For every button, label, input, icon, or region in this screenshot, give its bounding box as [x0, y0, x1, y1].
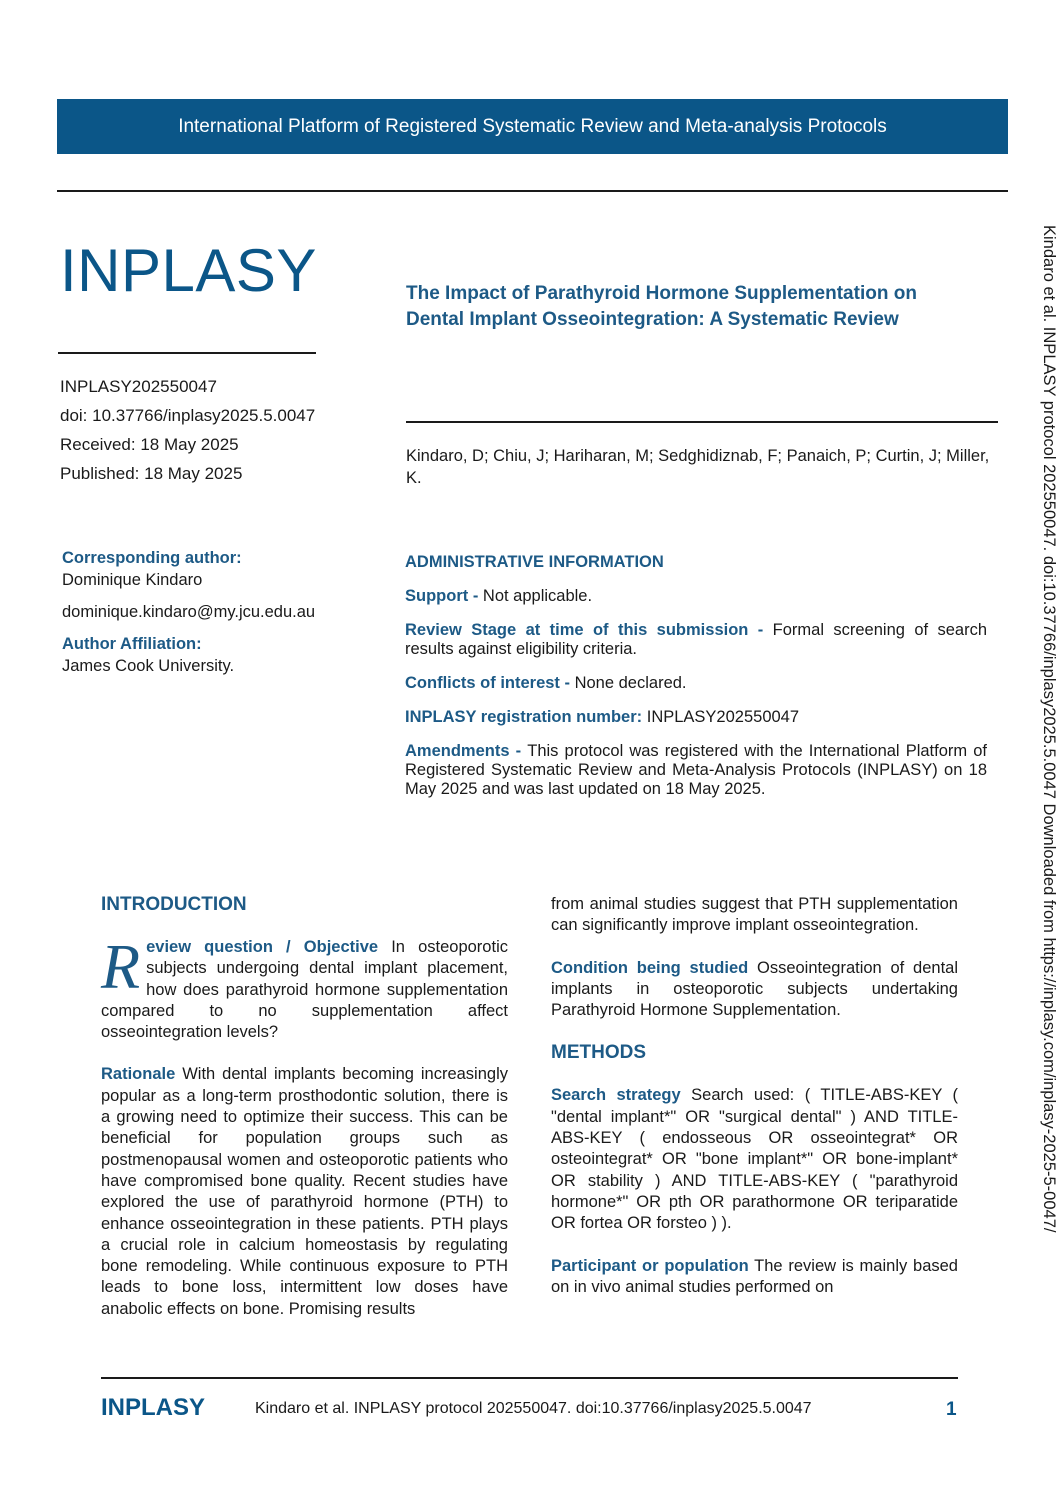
inplasy-logo: INPLASY	[60, 237, 317, 304]
stage-label: Review Stage at time of this submission -	[405, 621, 773, 639]
admin-heading: ADMINISTRATIVE INFORMATION	[405, 553, 664, 571]
logo-rule	[58, 352, 316, 354]
condition-studied	[551, 958, 958, 1022]
conflicts-item	[405, 674, 987, 693]
rationale-text: With dental implants becoming increasingly popular as a long-term prosthodontic solution, there is a growing need to optimize their success. This can be beneficial for population groups such as postmenopausal women and osteoporotic patients who have compromised bone quality. Recent studies have explored the use of parathyroid hormone (PTH) to enhance osseointegration in these patients. PTH plays a crucial role in calcium homeostasis by regulating bone remodeling. While continuous exposure to PTH leads to bone loss, intermittent low doses have anabolic effects on bone. Promising results	[101, 1065, 508, 1318]
stage-item	[405, 621, 987, 659]
right-column	[551, 894, 958, 1319]
left-column	[101, 894, 508, 1341]
support-value: Not applicable.	[482, 587, 593, 605]
corresponding-email[interactable]: dominique.kindaro@my.jcu.edu.au	[62, 603, 316, 621]
doi: doi: 10.37766/inplasy2025.5.0047	[60, 406, 316, 425]
participant-population	[551, 1256, 958, 1299]
author-list: Kindaro, D; Chiu, J; Hariharan, M; Sedghidiznab, F; Panaich, P; Curtin, J; Miller, K.	[406, 447, 990, 487]
review-question-text: In osteoporotic subjects undergoing dental implant placement, how does parathyroid hormone supplementation compared to no supplementation affect osseointegration levels?	[101, 938, 508, 1042]
search-strategy	[551, 1085, 958, 1234]
published-date: Published: 18 May 2025	[60, 464, 243, 483]
affiliation: James Cook University.	[62, 657, 235, 675]
received-date: Received: 18 May 2025	[60, 435, 239, 454]
amendments-value: This protocol was registered with the International Platform of Registered Systematic Review and Meta-Analysis Protocols (INPLASY) on 18 May 2025 and was last updated on 18 May 2025.	[405, 742, 988, 798]
support-item	[405, 587, 987, 606]
corresponding-heading: Corresponding author:	[62, 549, 242, 567]
support-label: Support -	[405, 587, 483, 605]
registration-value: INPLASY202550047	[646, 708, 800, 726]
conflicts-label: Conflicts of interest -	[405, 674, 575, 692]
search-text: Search used: ( TITLE-ABS-KEY ( "dental implant*" OR "surgical dental" ) AND TITLE-ABS-KEY ( endosseous OR osseointegrat* OR osteointegrat* OR "bone implant*" OR bone-implant* OR stability ) AND TITLE-ABS-KEY ( "parathyroid hormone*" OR pth OR parathormone OR teriparatide OR fortea OR forsteo ) ).	[551, 1086, 958, 1233]
protocol-metadata	[60, 378, 315, 494]
continued-text: from animal studies suggest that PTH supplementation can significantly improve implant osseointegration.	[551, 895, 958, 935]
stage-value: Formal screening of search results against eligibility criteria.	[405, 621, 988, 658]
download-sidebar: Kindaro et al. INPLASY protocol 202550047. doi:10.37766/inplasy2025.5.0047 Downloaded from https://inplasy.com/inplasy-2025-5-0047/	[1040, 225, 1058, 1233]
header-banner: International Platform of Registered Systematic Review and Meta-analysis Protocols	[57, 99, 1008, 154]
rationale	[101, 1064, 508, 1320]
protocol-id: INPLASY202550047	[60, 377, 217, 396]
condition-label: Condition being studied	[551, 958, 749, 977]
paper-title	[406, 281, 1006, 333]
amendments-item	[405, 742, 987, 799]
participant-label: Participant or population	[551, 1256, 749, 1275]
page-number: 1	[946, 1399, 957, 1420]
title-line-1: The Impact of Parathyroid Hormone Supplementation on	[406, 283, 917, 304]
header-rule	[57, 190, 1008, 192]
title-rule	[406, 421, 998, 423]
conflicts-value: None declared.	[574, 674, 687, 692]
condition-text: Osseointegration of dental implants in osteoporotic subjects undertaking Parathyroid Hormone Supplementation.	[551, 958, 958, 1020]
title-line-2: Dental Implant Osseointegration: A Systematic Review	[406, 309, 899, 330]
affiliation-heading: Author Affiliation:	[62, 635, 202, 653]
footer-rule	[101, 1377, 958, 1379]
corresponding-author-block	[62, 547, 382, 677]
administrative-information	[405, 553, 987, 814]
registration-item	[405, 708, 987, 727]
registration-label: INPLASY registration number:	[405, 708, 647, 726]
drop-cap: R	[101, 931, 141, 1002]
review-question-label: eview question / Objective	[146, 938, 379, 956]
search-label: Search strategy	[551, 1086, 681, 1105]
corresponding-name: Dominique Kindaro	[62, 571, 203, 589]
participant-text: The review is mainly based on in vivo animal studies performed on	[551, 1256, 958, 1296]
methods-heading: METHODS	[551, 1042, 646, 1064]
amendments-label: Amendments -	[405, 742, 528, 760]
footer-logo: INPLASY	[101, 1394, 206, 1421]
review-question	[101, 931, 508, 1043]
rationale-label: Rationale	[101, 1065, 176, 1084]
footer-citation: Kindaro et al. INPLASY protocol 202550047. doi:10.37766/inplasy2025.5.0047	[255, 1400, 812, 1417]
introduction-heading: INTRODUCTION	[101, 894, 247, 915]
